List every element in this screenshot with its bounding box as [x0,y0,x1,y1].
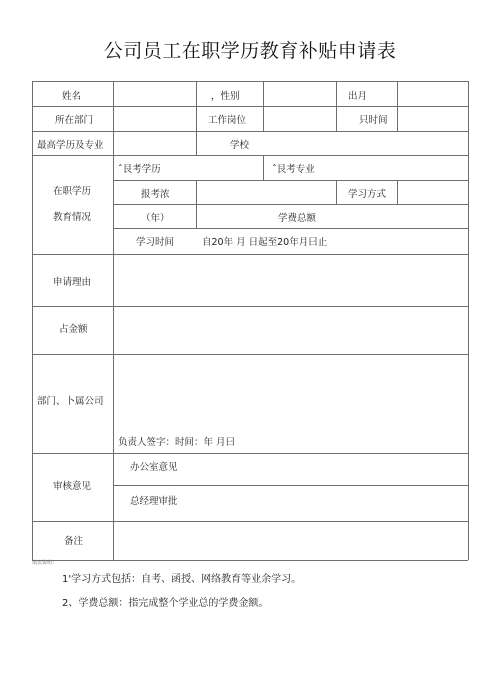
label-apply-major: ˆ艮考专业 [272,164,315,175]
label-amount: 占金额 [59,324,88,335]
label-post: 工作岗位 [208,115,247,126]
note-item-1: 1'学习方式包括：自考、函授、网络教育等业余学习。 [62,574,302,585]
label-study-mode: 学习方式 [348,189,387,200]
label-highest-education: 最高学历及专业 [37,140,104,151]
label-birth: 出月 [348,91,368,102]
label-tuition-total: 学费总额 [278,213,317,224]
page-title: 公司员工在职学历教育补贴申请表 [103,40,397,62]
label-study-time: 学习时间 [136,237,175,248]
label-department-company: 部门、卜属公司 [37,396,104,407]
value-study-time: 自20年 月 日起至20年月曰止 [202,237,328,248]
label-entry-time: 只时间 [359,115,388,126]
label-review: 审核意见 [53,481,92,492]
note-item-2: 2、学费总额：指完成整个学业总的学费金额。 [62,598,269,609]
label-name: 姓名 [62,91,82,102]
label-gm-approval: 总经理审批 [130,496,178,507]
label-apply-school: 报考浓 [141,189,170,200]
label-years: （年） [141,213,170,224]
label-school: 学校 [230,140,250,151]
label-study-section-1: 在职学历 [53,186,92,197]
label-reason: 申请理由 [53,277,92,288]
label-gender: ，性别 [211,91,240,102]
label-department: 所在部门 [55,115,94,126]
label-office-opinion: 办公室意见 [130,462,178,473]
label-remark: 备注 [64,536,84,547]
label-apply-education: ˆ艮考学历 [118,164,161,175]
signature-line: 负责人签字：时间：年 月曰 [118,437,236,448]
fill-note-label: 填表说明： [32,560,58,566]
label-study-section-2: 教育情况 [53,212,92,223]
